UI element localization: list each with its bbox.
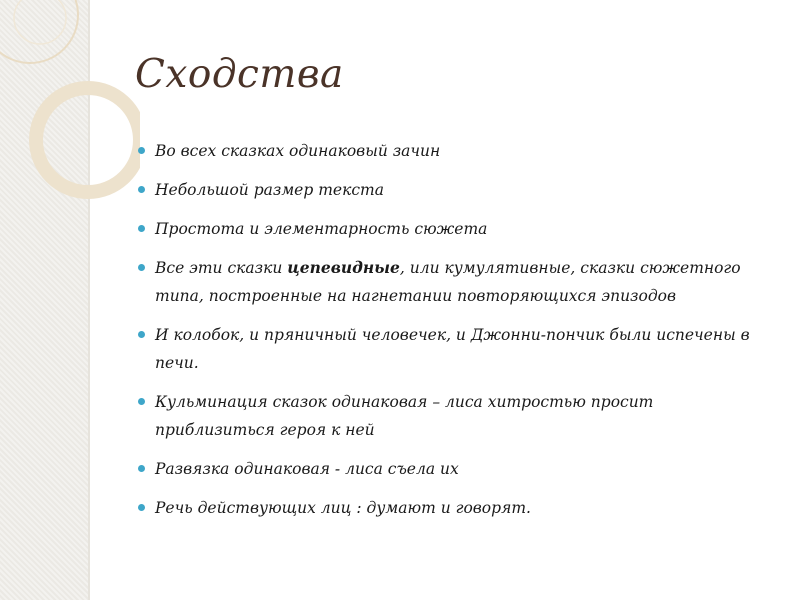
bullet-dot-icon [138,398,145,405]
bullet-text-post: , или кумулятивные, сказки сюжетного типа, построенные на нагнетании повторяющихся эпизодов [155,259,741,305]
bullet-dot-icon [138,465,145,472]
bullet-text: Простота и элементарность сюжета [155,220,488,238]
bullet-item [136,137,772,165]
bullet-dot-icon [138,186,145,193]
bullet-item [136,494,772,522]
bullet-item [136,388,772,444]
bullet-dot-icon [138,225,145,232]
ring-thick [36,88,140,192]
bullet-dot-icon [138,331,145,338]
decorative-rings [0,0,140,240]
bullet-text-bold: цепевидные [287,258,400,277]
bullet-text: Речь действующих лиц : думают и говорят. [155,499,531,517]
bullet-text: И колобок, и пряничный человечек, и Джонни-пончик были испечены в печи. [155,326,750,372]
bullet-dot-icon [138,147,145,154]
slide-title: Сходства [135,52,344,97]
bullet-item [136,215,772,243]
bullet-dot-icon [138,504,145,511]
ring-medium [14,0,66,44]
bullet-item [136,321,772,377]
bullet-item [136,176,772,204]
bullet-text: Кульминация сказок одинаковая – лиса хитростью просит приблизиться героя к ней [155,393,654,439]
bullet-dot-icon [138,264,145,271]
bullet-text-pre: Все эти сказки [155,259,288,277]
bullet-list [136,137,772,533]
ring-large [0,0,78,63]
bullet-item [136,455,772,483]
bullet-item [136,254,772,310]
bullet-text: Небольшой размер текста [155,181,384,199]
bullet-text: Развязка одинаковая - лиса съела их [155,460,459,478]
bullet-text: Во всех сказках одинаковый зачин [155,142,441,160]
